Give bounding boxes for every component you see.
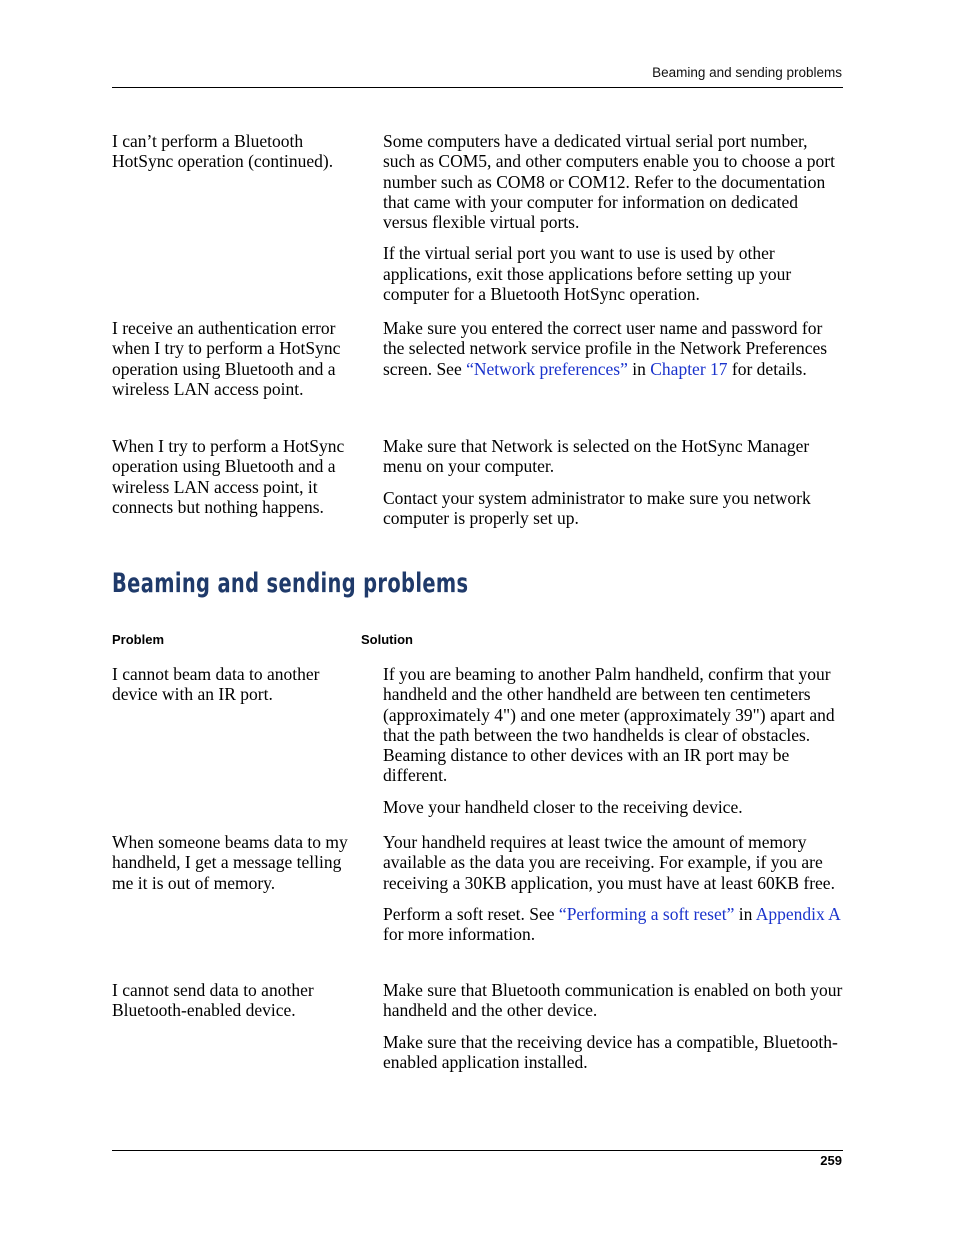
solution-text: Make sure you entered the correct user name and password for the selected network service profile in the Network Preferences screen. See “Network preferences” in Chapter 17 for details. <box>383 318 828 379</box>
section-heading: Beaming and sending problems <box>112 568 469 599</box>
solution-cell <box>383 664 843 817</box>
solution-text: Some computers have a dedicated virtual serial port number, such as COM5, and other computers enable you to choose a port number such as COM8 or COM12. Refer to the documentation that came with your computer for information on dedicated versus flexible virtual ports. <box>383 131 835 233</box>
column-header-solution: Solution <box>361 632 413 647</box>
network-preferences-link[interactable]: “Network preferences” <box>466 358 628 379</box>
problem-text: I receive an authentication error when I try to perform a HotSync operation using Bluetooth and a wireless LAN access point. <box>112 318 341 399</box>
problem-text: When someone beams data to my handheld, I get a message telling me it is out of memory. <box>112 832 348 893</box>
table-row <box>112 980 843 1072</box>
column-header-problem: Problem <box>112 632 165 647</box>
solution-text: Perform a soft reset. See “Performing a soft reset” in Appendix A for more information. <box>383 903 840 945</box>
solution-text: Make sure that Network is selected on the HotSync Manager menu on your computer. <box>383 436 810 477</box>
page-number: 259 <box>820 1153 842 1168</box>
soft-reset-link[interactable]: “Performing a soft reset” <box>558 903 735 924</box>
solution-text: Contact your system administrator to make sure you network computer is properly set up. <box>383 487 811 528</box>
troubleshooting-table-continued <box>112 131 843 528</box>
chapter-17-link[interactable]: Chapter 17 <box>650 358 728 379</box>
solution-cell <box>383 318 843 379</box>
appendix-a-link[interactable]: Appendix A <box>755 903 840 924</box>
solution-cell <box>383 832 843 944</box>
table-row <box>112 664 843 832</box>
solution-cell <box>383 436 843 528</box>
solution-text: If you are beaming to another Palm handheld, confirm that your handheld and the other handheld are between ten centimeters (approximately 4") and one meter (approximately 39") apart and that the path between the two handhelds is clear of obstacles. Beaming distance to other devices with an IR port may be different. <box>383 664 835 786</box>
solution-text: Your handheld requires at least twice the amount of memory available as the data you are receiving. For example, if you are receiving a 30KB application, you must have at least 60KB free. <box>383 832 835 893</box>
beaming-problems-table <box>112 664 843 1072</box>
table-row <box>112 318 843 436</box>
solution-cell <box>383 980 843 1072</box>
solution-cell <box>383 131 843 304</box>
footer-rule <box>112 1150 843 1151</box>
problem-text: I cannot beam data to another device with an IR port. <box>112 664 320 705</box>
solution-text: Move your handheld closer to the receiving device. <box>383 796 743 817</box>
header-rule <box>112 87 843 88</box>
solution-text: If the virtual serial port you want to use is used by other applications, exit those applications before setting up your computer for a Bluetooth HotSync operation. <box>383 243 792 305</box>
problem-text: I can’t perform a Bluetooth HotSync operation (continued). <box>112 131 334 172</box>
running-header: Beaming and sending problems <box>652 65 842 80</box>
table-row <box>112 131 843 318</box>
problem-text: When I try to perform a HotSync operation using Bluetooth and a wireless LAN access point, it connects but nothing happens. <box>112 436 345 517</box>
table-row <box>112 832 843 980</box>
table-row <box>112 436 843 528</box>
solution-text: Make sure that Bluetooth communication is enabled on both your handheld and the other device. <box>383 980 843 1021</box>
problem-text: I cannot send data to another Bluetooth-enabled device. <box>112 980 314 1021</box>
solution-text: Make sure that the receiving device has a compatible, Bluetooth-enabled application installed. <box>383 1031 838 1072</box>
